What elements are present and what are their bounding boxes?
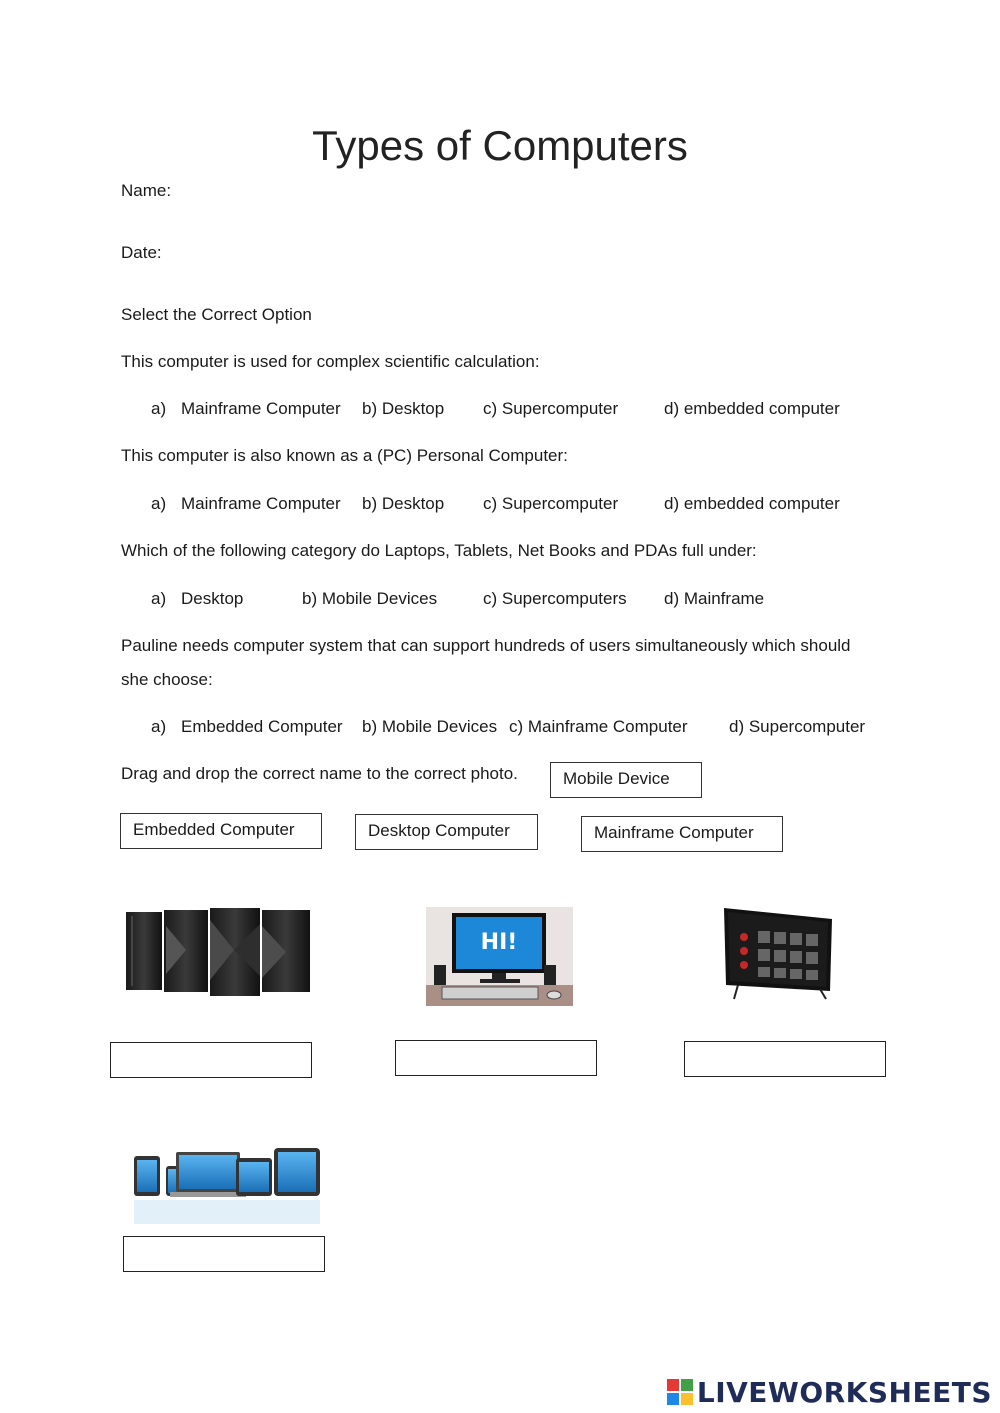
option-d[interactable]: d) Supercomputer [729, 717, 866, 736]
question-4-text-line1: Pauline needs computer system that can support hundreds of users simultaneously which should [121, 636, 851, 655]
option-a[interactable]: Embedded Computer [181, 717, 343, 736]
option-b[interactable]: b) Desktop [362, 494, 445, 513]
option-c[interactable]: c) Supercomputer [483, 399, 619, 418]
desktop-photo [426, 907, 573, 1006]
option-d[interactable]: d) embedded computer [664, 399, 840, 418]
drop-target-mobile-devices[interactable] [123, 1236, 325, 1272]
drag-instruction: Drag and drop the correct name to the correct photo. [121, 764, 518, 783]
option-d[interactable]: d) embedded computer [664, 494, 840, 513]
option-c[interactable]: c) Supercomputer [483, 494, 619, 513]
option-b[interactable]: b) Desktop [362, 399, 445, 418]
name-label: Name: [121, 181, 172, 200]
drop-target-desktop[interactable] [395, 1040, 597, 1076]
option-c[interactable]: c) Mainframe Computer [509, 717, 688, 736]
drag-label-embedded-computer[interactable]: Embedded Computer [120, 813, 322, 849]
option-letter[interactable]: a) [151, 589, 167, 608]
option-a[interactable]: Desktop [181, 589, 244, 608]
question-2-text: This computer is also known as a (PC) Personal Computer: [121, 446, 568, 465]
option-d[interactable]: d) Mainframe [664, 589, 765, 608]
option-a[interactable]: Mainframe Computer [181, 399, 341, 418]
mainframe-photo [122, 906, 314, 998]
option-letter[interactable]: a) [151, 399, 167, 418]
liveworksheets-logo-icon [667, 1379, 693, 1405]
drag-label-desktop-computer[interactable]: Desktop Computer [355, 814, 538, 850]
date-label: Date: [121, 243, 162, 262]
drag-label-mobile-device[interactable]: Mobile Device [550, 762, 702, 798]
drop-target-mainframe[interactable] [110, 1042, 312, 1078]
option-letter[interactable]: a) [151, 717, 167, 736]
brand-text: LIVEWORKSHEETS [696, 1376, 992, 1409]
question-3-text: Which of the following category do Laptops, Tablets, Net Books and PDAs full under: [121, 541, 757, 560]
liveworksheets-brand [667, 1376, 992, 1409]
question-1-text: This computer is used for complex scientific calculation: [121, 352, 540, 371]
smart-tv-photo [700, 905, 846, 1003]
mobile-devices-photo [132, 1144, 322, 1226]
option-b[interactable]: b) Mobile Devices [362, 717, 498, 736]
page-title: Types of Computers [312, 122, 688, 169]
drop-target-smart-tv[interactable] [684, 1041, 886, 1077]
option-letter[interactable]: a) [151, 494, 167, 513]
question-4-text-line2: she choose: [121, 670, 213, 689]
option-b[interactable]: b) Mobile Devices [302, 589, 438, 608]
instructions: Select the Correct Option [121, 305, 312, 324]
option-a[interactable]: Mainframe Computer [181, 494, 341, 513]
desktop-screen-text: HI! [480, 930, 518, 955]
drag-label-mainframe-computer[interactable]: Mainframe Computer [581, 816, 783, 852]
option-c[interactable]: c) Supercomputers [483, 589, 627, 608]
